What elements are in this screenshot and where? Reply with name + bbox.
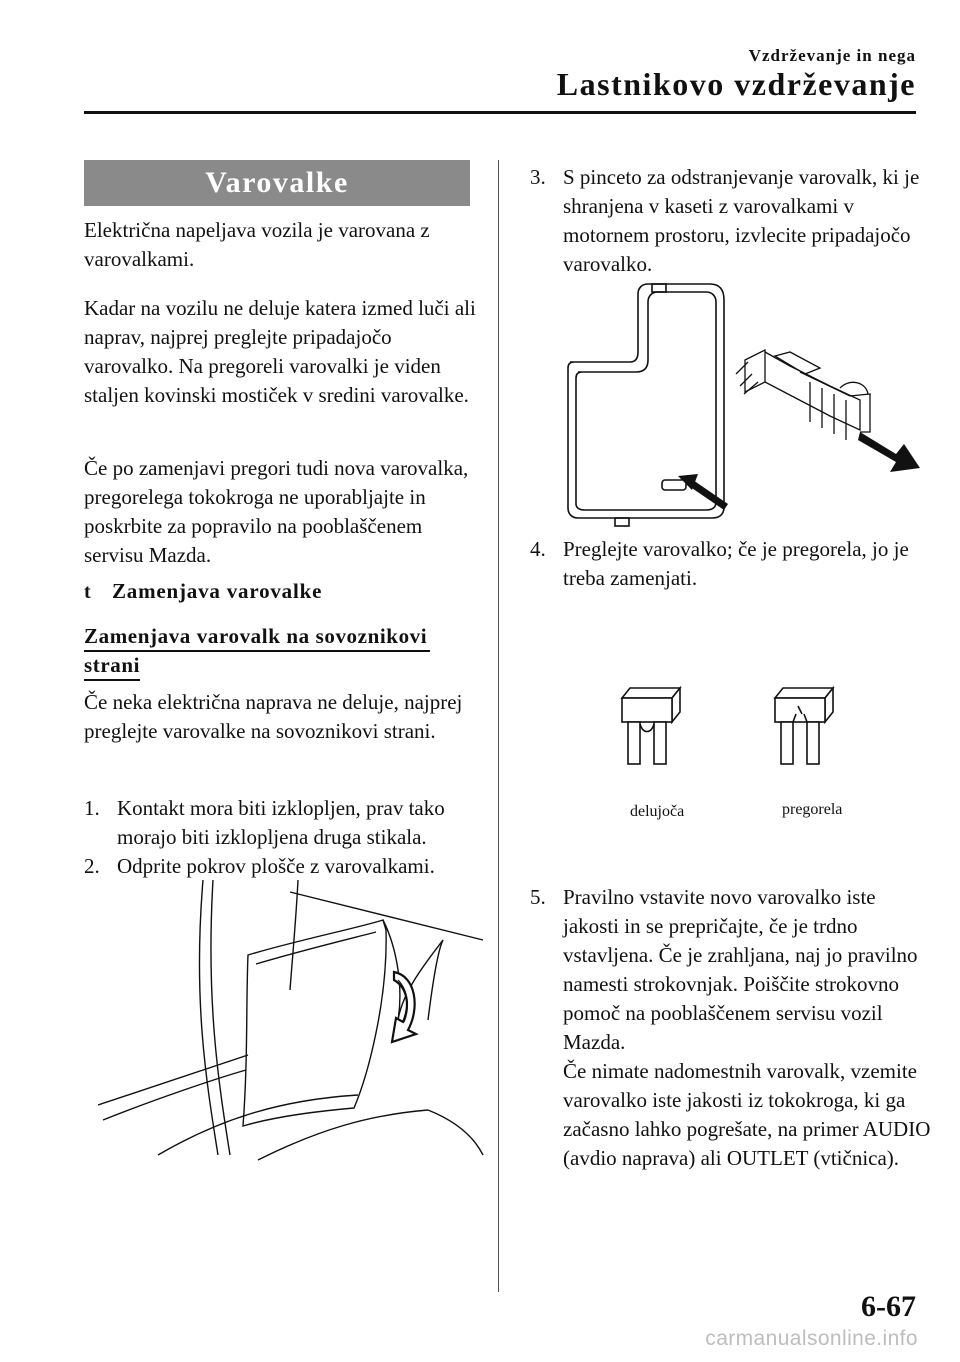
step-text: Preglejte varovalko; če je pregorela, jo je treba zamenjati. [563,537,909,590]
column-divider [498,160,499,1292]
step-text: Kontakt mora biti izklopljen, prav tako morajo biti izklopljena druga stikala. [117,796,445,849]
fuse-panel-cover-illustration [98,880,488,1170]
step-2 [84,852,484,882]
page-number: 6-67 [861,1290,916,1323]
watermark: carmanualsonline.info [705,1327,918,1350]
step-number: 4. [530,537,546,561]
step-number: 3. [530,165,546,189]
step-4 [530,535,930,595]
check-paragraph: Kadar na vozilu ne deluje katera izmed luči ali naprav, najprej preglejte pripadajočo varovalko. Na pregoreli varovalki je viden staljen kovinski mostiček v sredini varovalke. [84,296,476,407]
header-rule [84,111,916,114]
working-fuse-label: delujoča [630,803,685,820]
subheading-underline [84,650,430,652]
blown-fuse-icon [775,688,833,764]
subsection-heading: Zamenjava varovalk na sovoznikovi strani [84,624,428,677]
step-1 [84,794,484,854]
step-5 [530,883,930,1183]
step-number: 5. [530,885,546,909]
intro-paragraph: Električna napeljava vozila je varovana z varovalkami. [84,218,430,271]
warning-paragraph: Če po zamenjavi pregori tudi nova varovalka, pregorelega tokokroga ne uporabljajte in poskrbite za popravilo na pooblaščenem servisu Mazda. [84,456,469,567]
chapter-title: Vzdrževanje in nega [748,46,916,65]
subsection-paragraph: Če neka električna naprava ne deluje, najprej preglejte varovalke na sovoznikovi strani. [84,690,463,743]
step-text: Odprite pokrov plošče z varovalkami. [117,854,435,878]
step-text: Pravilno vstavite novo varovalko iste jakosti in se prepričajte, če je trdno vstavljena. Če je zrahljana, naj jo pravilno namesti strokovnjak. Poiščite strokovno pomoč na pooblaščenem servisu vozil Mazda. Če nimate nadomestnih varovalk, vzemite varovalko iste jakosti iz tokokroga, ki ga začasno lahko pogrešate, na primer AUDIO (avdio naprava) ali OUTLET (vtičnica). [563,885,931,1170]
working-fuse-icon [622,688,680,764]
section-heading: Zamenjava varovalke [112,579,323,603]
subheading-underline [84,679,140,681]
step-number: 2. [84,854,100,878]
section-marker-icon: t [84,581,91,603]
step-text: S pinceto za odstranjevanje varovalk, ki je shranjena v kaseti z varovalkami v motornem prostoru, izvlecite pripadajočo varovalko. [563,165,920,276]
step-3 [530,163,930,283]
step-number: 1. [84,796,100,820]
fuse-comparison-illustration [600,680,890,790]
section-title: Lastnikovo vzdrževanje [556,66,916,102]
topic-title: Varovalke [84,160,470,206]
blown-fuse-label: pregorela [782,801,843,818]
fuse-box-and-puller-illustration [560,282,930,532]
